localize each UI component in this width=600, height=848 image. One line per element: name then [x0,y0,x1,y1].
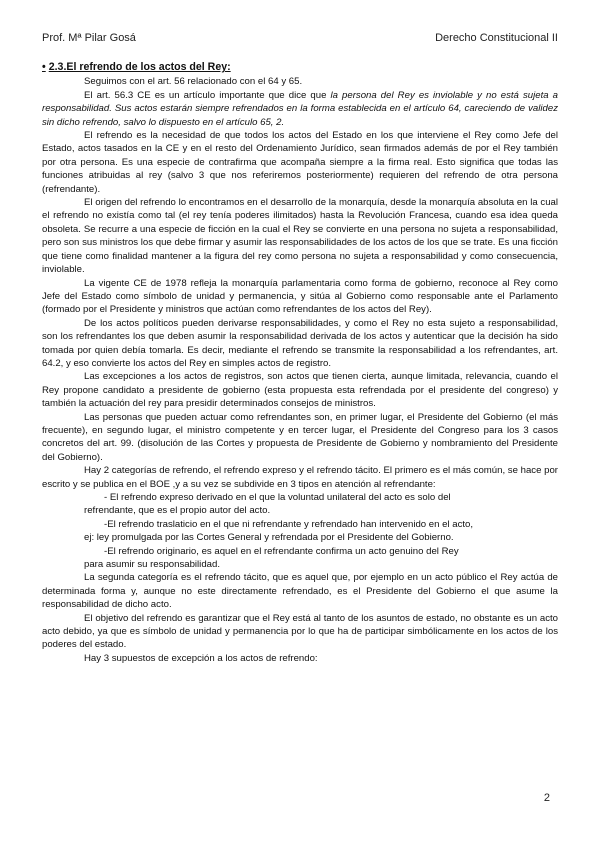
paragraph: De los actos políticos pueden derivarse responsabilidades, y como el Rey no esta sujeto a responsabilidad, son los refrendantes los que deben asumir la responsabilidad derivada de los actos y autenticar que la decisión ha sido tomada por quien debía tomarla. Es decir, mediante el refrendo se transmite la responsabilidad a los refrendantes, art. 64.2, y eso convierte los actos del Rey en simples actos de registro. [42,317,558,369]
paragraph: Las personas que pueden actuar como refrendantes son, en primer lugar, el Presidente del Gobierno (el más frecuente), en segundo lugar, el ministro competente y en tercer lugar, el Presidente del Congreso para los 3 casos concretos del art. 99. (disolución de las Cortes y propuesta de Presidente de Gobierno y nombramiento del Presidente del Gobierno). [42,411,558,463]
list-item-line: - El refrendo expreso derivado en el que la voluntad unilateral del acto es solo del [104,492,451,503]
page-number: 2 [543,792,550,804]
section-title: 2.3.El refrendo de los actos del Rey: [48,61,231,73]
paragraph: Hay 3 supuestos de excepción a los actos de refrendo: [84,652,318,664]
paragraph: La vigente CE de 1978 refleja la monarquía parlamentaria como forma de gobierno, reconoce al Rey como Jefe del Estado como símbolo de unidad y permanencia, y sitúa al Gobierno como responsable ante el Parlamento (formado por el Presidente y ministros que actúan como refrendantes de los actos del Rey). [42,277,558,316]
section-heading [42,61,558,74]
paragraph: Hay 2 categorías de refrendo, el refrendo expreso y el refrendo tácito. El primero es el más común, se hace por escrito y se publica en el BOE ,y a su vez se subdivide en 3 tipos en atención al refrendante: [42,465,558,490]
article-quote: la persona del Rey es inviolable y no está sujeta a responsabilidad. Sus actos estarán siempre refrendados en la forma establecida en el artículo 64, careciendo de validez sin dicho refrendo, salvo lo dispuesto en el artículo 65, 2. [42,89,558,128]
paragraph: Seguimos con el art. 56 relacionado con el 64 y 65. [84,76,303,88]
list-item-line: -El refrendo traslaticio en el que ni refrendante y refrendado han intervenido en el acto, [104,518,474,530]
header-author: Prof. Mª Pilar Gosá [42,32,136,44]
paragraph: El origen del refrendo lo encontramos en el desarrollo de la monarquía, desde la monarquía absoluta en la cual el refrendo no existía como tal (el rey tenía poderes ilimitados) hasta la Revolución Francesa, cuando esa idea queda obsoleta. Se recurre a una especie de ficción en la cual el Rey se convierte en una persona no sujeta a responsabilidad, pero son sus ministros los que debe firmar y asumir las responsabilidades de los actos de los que se trate. Es una ficción que tiene como finalidad mantener a la figura del rey como persona no sujeta a responsabilidad y como consecuencia, inviolable. [42,197,558,276]
paragraph: La segunda categoría es el refrendo tácito, que es aquel que, por ejemplo en un acto público el Rey actúa de determinada forma y, aunque no este directamente refrendado, es el Presidente del Gobierno el que asume la responsabilidad de dicho acto. [42,572,558,611]
list-item-line: -El refrendo originario, es aquel en el refrendante confirma un acto genuino del Rey [104,545,459,557]
document-body [42,61,558,665]
list-item-line: ej: ley promulgada por las Cortes General y refrendada por el Presidente del Gobierno. [84,532,454,544]
list-item-line: para asumir su responsabilidad. [84,559,220,571]
header-course: Derecho Constitucional II [435,32,558,44]
paragraph: Las excepciones a los actos de registros, son actos que tienen cierta, aunque limitada, relevancia, cuando el Rey propone candidato a presidente de gobierno (esta propuesta esta refrendada por el presidente del congreso) y también la actuación del rey para presidir determinados consejos de ministros. [42,371,558,410]
paragraph-article-quote [42,89,558,129]
paragraph: El refrendo es la necesidad de que todos los actos del Estado en los que interviene el Rey como Jefe del Estado, actos tasados en la CE y en el resto del Ordenamiento Jurídico, sean firmados además de por el Rey también por otra persona. Es una especie de contrafirma que acompaña siempre a la firma real. Esto significa que todas las funciones atribuidas al rey (salvo 3 que nos referiremos posteriormente) requieren del refrendo de otra persona (refrendante). [42,130,558,195]
refrendo-types-list [42,491,558,571]
paragraph: El objetivo del refrendo es garantizar que el Rey está al tanto de los asuntos de estado, no obstante es un acto acto debido, ya que es símbolo de unidad y permanencia por lo que ha de participar simbólicamente en los actos de los poderes del estado. [42,612,558,651]
paragraph-text: El art. 56.3 CE es un artículo importante que dice que [84,89,331,101]
bullet-icon: • [42,61,46,73]
list-item-line: refrendante, que es el propio autor del acto. [84,505,271,517]
